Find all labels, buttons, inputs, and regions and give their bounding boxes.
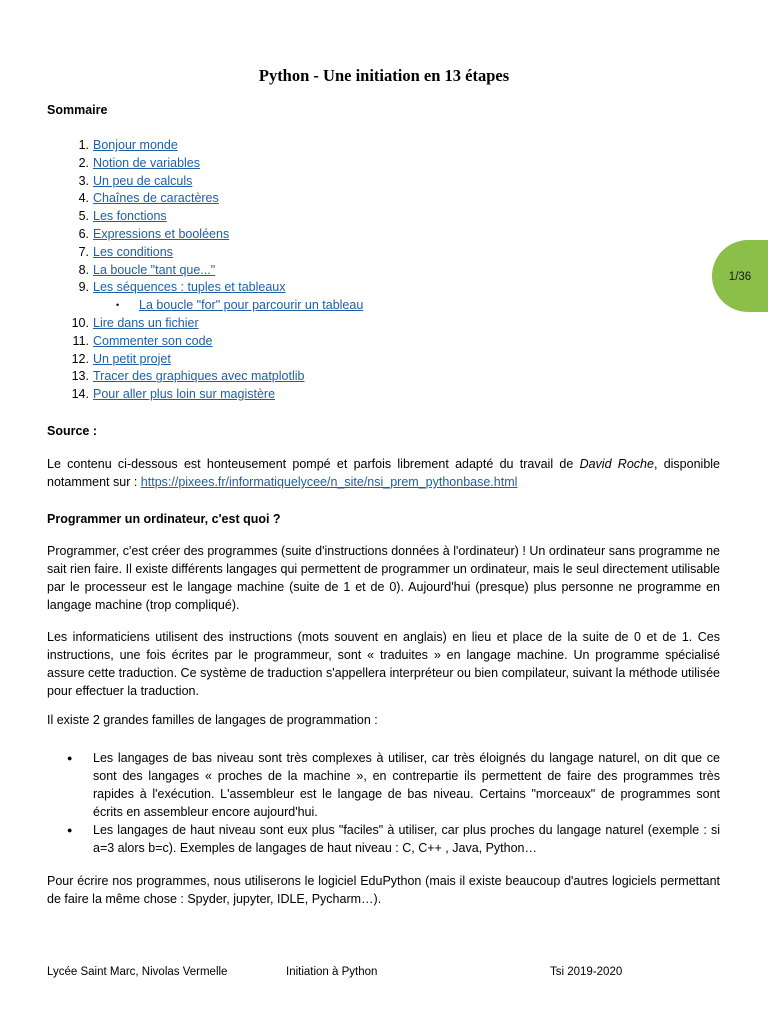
toc-link-chaines[interactable]: Chaînes de caractères <box>93 191 219 206</box>
toc-link-fichier[interactable]: Lire dans un fichier <box>93 315 199 330</box>
toc-item <box>47 262 467 280</box>
source-author: David Roche <box>579 457 654 471</box>
source-paragraph <box>47 455 720 491</box>
source-text: Le contenu ci-dessous est honteusement pompé et parfois librement adapté du travail de <box>47 457 580 471</box>
toc-item <box>47 351 467 369</box>
section-heading: Programmer un ordinateur, c'est quoi ? <box>47 512 281 526</box>
toc-link-variables[interactable]: Notion de variables <box>93 155 201 170</box>
toc-item <box>47 155 467 173</box>
document-title: Python - Une initiation en 13 étapes <box>258 66 510 85</box>
toc-item <box>47 173 467 191</box>
toc-item <box>47 190 467 208</box>
bullet-list <box>47 749 720 857</box>
footer-right: Tsi 2019-2020 <box>550 966 623 978</box>
toc-link-commenter[interactable]: Commenter son code <box>93 333 213 348</box>
toc-link-calculs[interactable]: Un peu de calculs <box>93 173 193 188</box>
toc-link-conditions[interactable]: Les conditions <box>93 244 173 259</box>
page-number: 1/36 <box>728 271 752 283</box>
toc-item <box>47 368 467 386</box>
toc-item <box>47 208 467 226</box>
toc-number: 7. <box>78 244 89 259</box>
toc-item <box>47 137 467 155</box>
source-link[interactable]: https://pixees.fr/informatiquelycee/n_site/nsi_prem_pythonbase.html <box>140 475 518 489</box>
toc-number: 5. <box>78 209 89 224</box>
footer-left: Lycée Saint Marc, Nivolas Vermelle <box>47 966 228 978</box>
toc-item <box>47 386 467 404</box>
list-item-text: Les langages de bas niveau sont très complexes à utiliser, car très éloignés du langage naturel, on dit que ce sont des langages « proches de la machine », en contrepartie ils permettent de faire des programmes très rapides à l'exécution. L'assembleur est le langage de bas niveau. Certains "morceaux" de programmes sont écrits en assembleur encore aujourd'hui. <box>93 751 720 819</box>
families-heading: Il existe 2 grandes familles de langages de programmation : <box>47 713 378 727</box>
source-heading: Source : <box>47 424 98 438</box>
toc-number: 2. <box>78 155 89 170</box>
toc-item <box>47 244 467 262</box>
toc-item <box>47 279 467 297</box>
toc-number: 10. <box>71 315 89 330</box>
toc-number: 4. <box>78 191 89 206</box>
toc-link-expressions[interactable]: Expressions et booléens <box>93 226 230 241</box>
toc-link-tant-que[interactable]: La boucle "tant que..." <box>93 262 216 277</box>
list-item <box>47 749 720 821</box>
toc-item <box>47 333 467 351</box>
list-item-text: Les langages de haut niveau sont eux plus "faciles" à utiliser, car plus proches du langage naturel (exemple : si a=3 alors b=c). Exemples de langages de haut niveau : C, C++ , Java, Python… <box>93 823 720 855</box>
toc-number: 8. <box>78 262 89 277</box>
page-number-badge <box>712 240 768 312</box>
bullet-icon: ● <box>67 825 73 835</box>
toc-number: 9. <box>78 280 89 295</box>
toc-link-magistere[interactable]: Pour aller plus loin sur magistère <box>93 387 276 402</box>
list-item <box>47 821 720 857</box>
toc-link-bonjour-monde[interactable]: Bonjour monde <box>93 138 178 152</box>
toc-link-boucle-for[interactable]: La boucle "for" pour parcourir un tableau <box>139 298 364 313</box>
toc-subitem <box>47 297 467 315</box>
bullet-icon: • <box>116 300 120 311</box>
toc-number: 6. <box>78 226 89 241</box>
toc-number: 11. <box>72 333 89 348</box>
toc-number: 3. <box>78 173 89 188</box>
toc-number: 1. <box>78 138 89 152</box>
toc-link-projet[interactable]: Un petit projet <box>93 351 171 366</box>
footer-center: Initiation à Python <box>286 966 378 978</box>
toc-item <box>47 315 467 333</box>
toc-item <box>47 226 467 244</box>
toc-number: 12. <box>71 351 89 366</box>
sommaire-heading: Sommaire <box>47 103 108 117</box>
toc-link-fonctions[interactable]: Les fonctions <box>93 209 167 224</box>
source-text: , disponible notamment sur : <box>47 457 720 489</box>
bullet-icon: ● <box>67 753 73 763</box>
toc-link-matplotlib[interactable]: Tracer des graphiques avec matplotlib <box>93 369 305 384</box>
table-of-contents <box>47 137 467 404</box>
toc-number: 13. <box>71 369 89 384</box>
paragraph-1: Programmer, c'est créer des programmes (suite d'instructions données à l'ordinateur) ! Un ordinateur sans programme ne sait rien faire. Il existe différents langages qui permettent de programmer un ordinateur, mais le seul directement utilisable par le processeur est le langage machine (suite de 1 et de 0). Aujourd'hui (presque) plus personne ne programme en langage machine (trop compliqué). <box>47 544 720 612</box>
toc-link-sequences[interactable]: Les séquences : tuples et tableaux <box>93 280 286 295</box>
paragraph-2: Les informaticiens utilisent des instructions (mots souvent en anglais) en lieu et place de la suite de 0 et de 1. Ces instructions, une fois écrites par le programmeur, sont « traduites » en langage machine. Un programme spécialisé assure cette traduction. Ce système de traduction s'appellera interpréteur ou bien compilateur, suivant la méthode utilisée pour effectuer la traduction. <box>47 630 720 698</box>
toc-number: 14. <box>71 387 89 402</box>
paragraph-3: Pour écrire nos programmes, nous utiliserons le logiciel EduPython (mais il existe beaucoup d'autres logiciels permettant de faire la même chose : Spyder, jupyter, IDLE, Pycharm…). <box>47 874 720 906</box>
